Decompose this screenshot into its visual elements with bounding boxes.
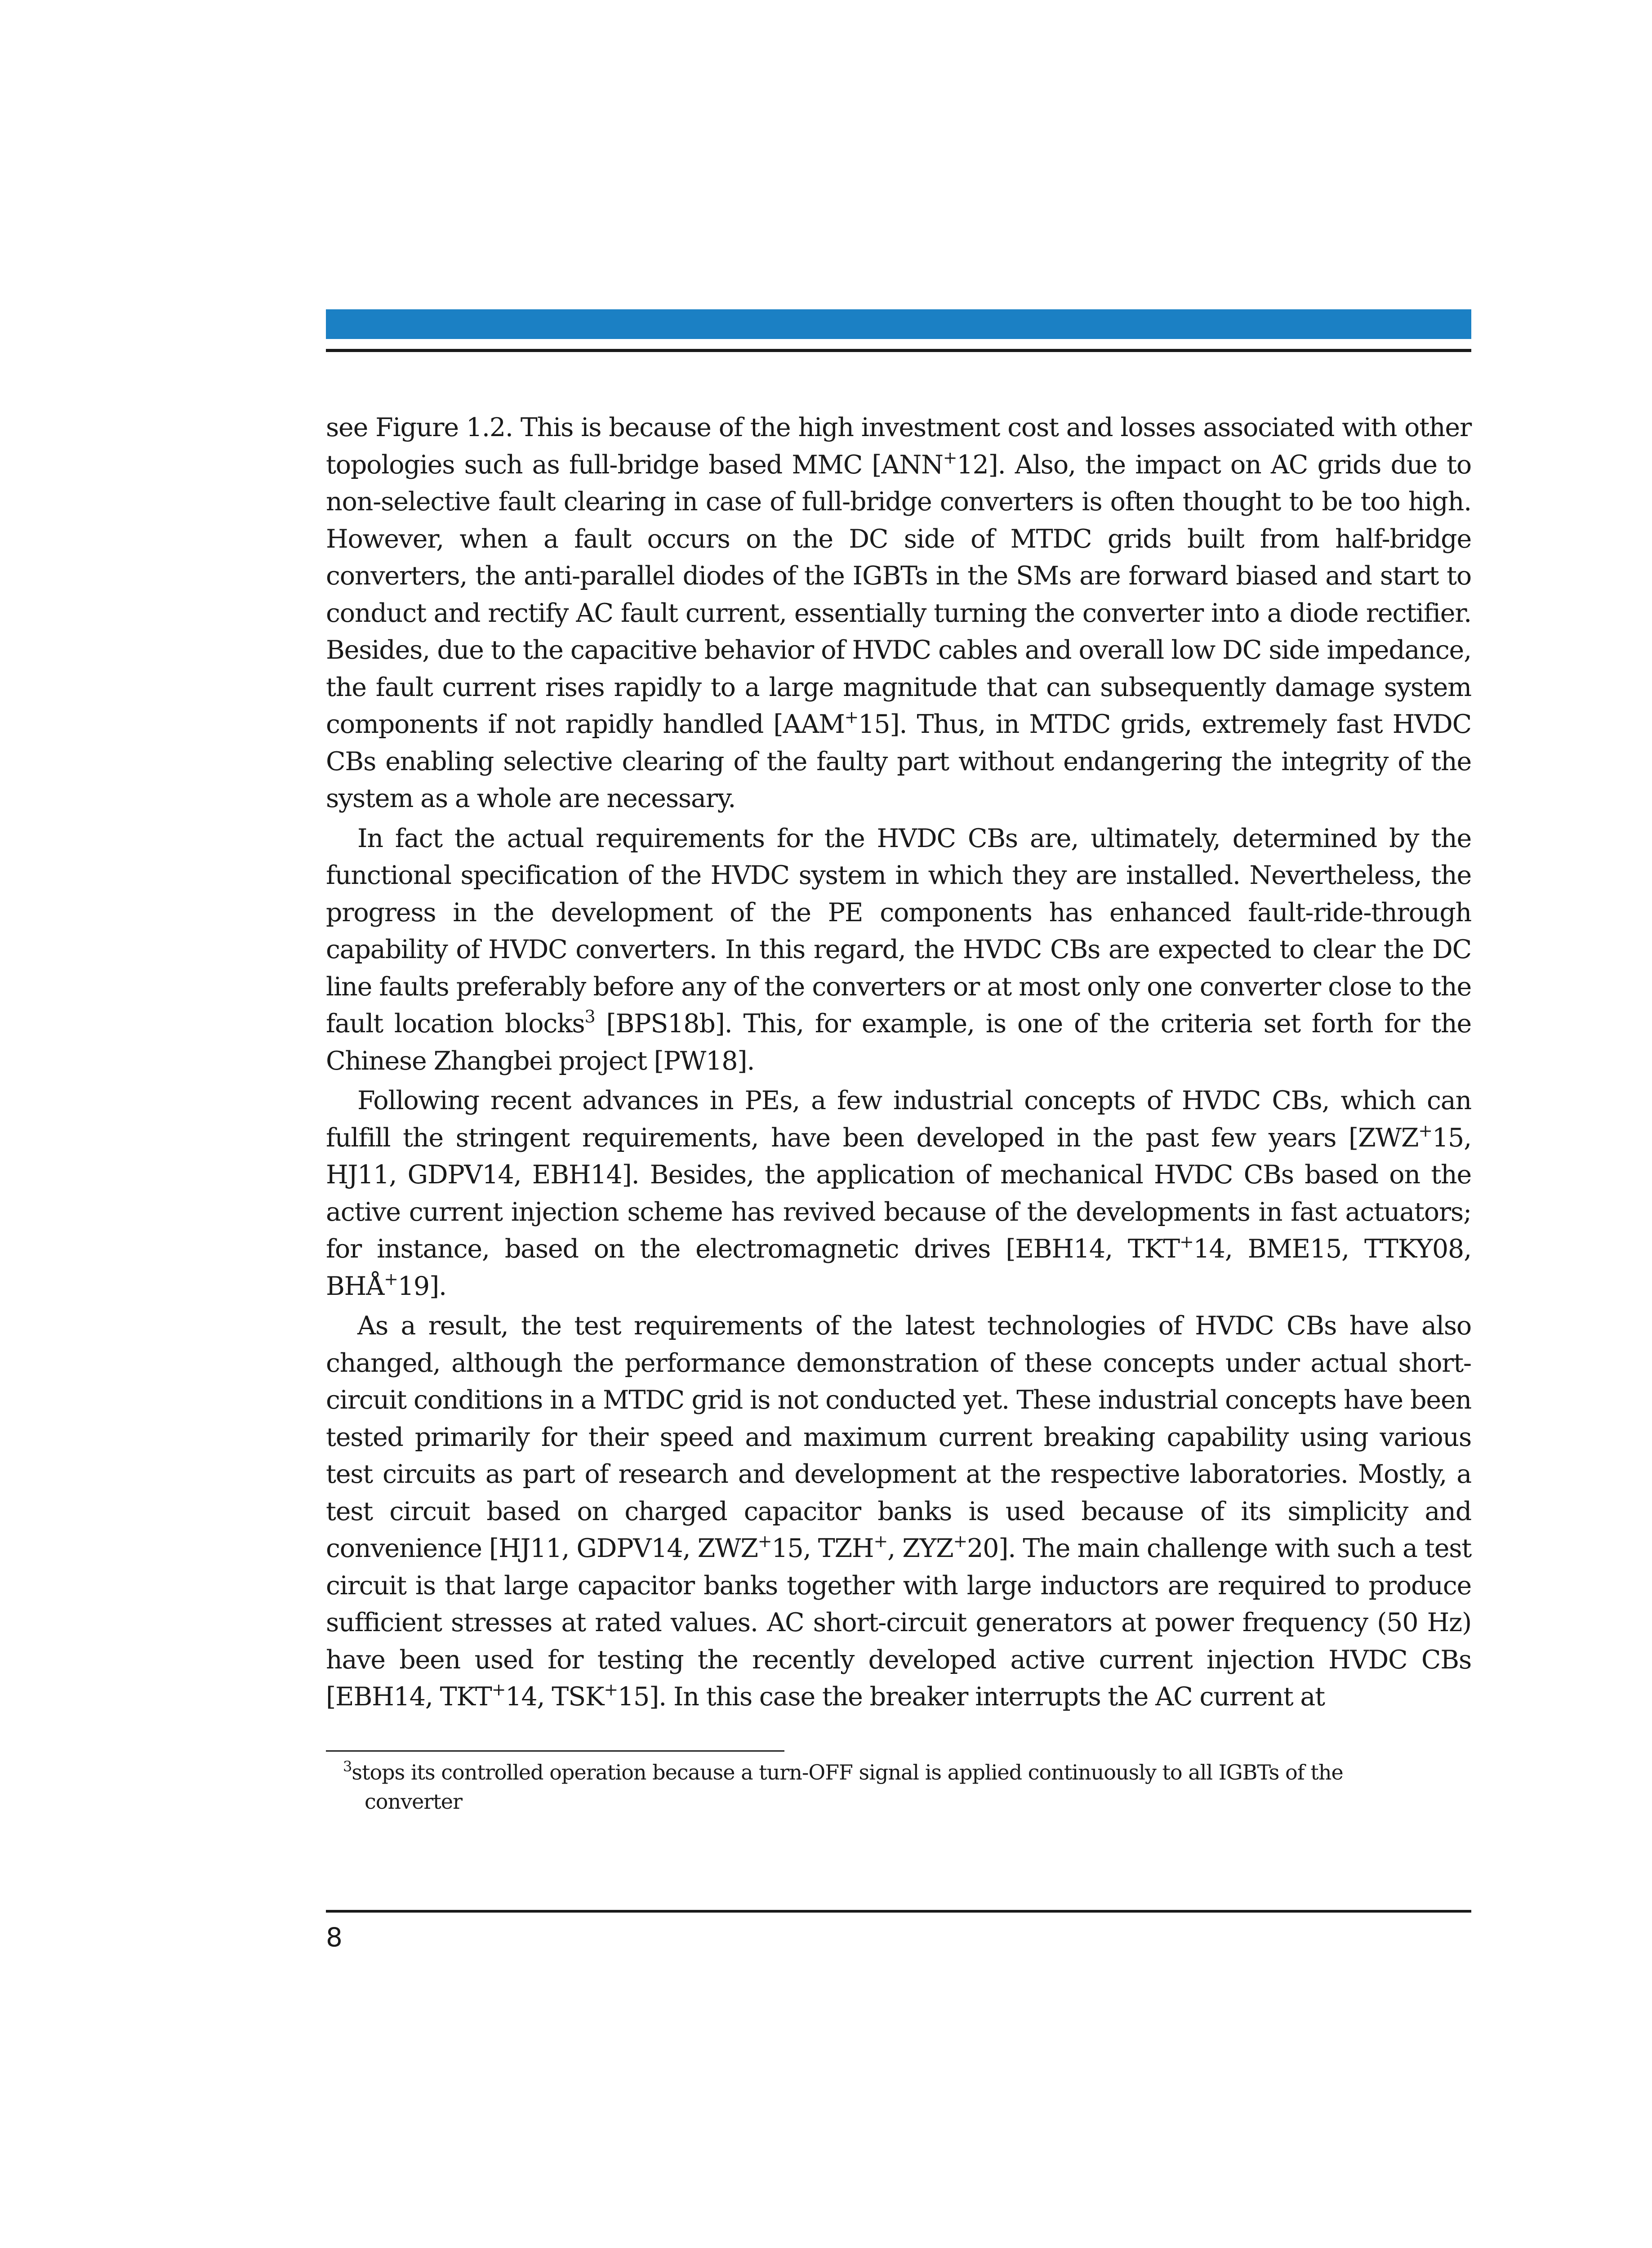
superscript: + — [953, 1531, 967, 1551]
footnote-text: stops its controlled operation because a turn-OFF signal is applied continuously to all IGBTs of the — [352, 1760, 1343, 1784]
footer-rule — [326, 1910, 1471, 1913]
text-run: As a result, the test requirements of the latest technologies of HVDC CBs have also changed, although the performance demonstration of these concepts under actual short-circuit conditions in a MTDC grid is not conducted yet. These industrial concepts have been tested primarily for their speed and maximum current breaking capability using various test circuits as part of research and development at the respective laboratories. Mostly, a test circuit based on charged capacitor banks is used because of its simplicity and convenience [HJ11, GDPV14, ZWZ — [326, 1311, 1471, 1563]
superscript: + — [757, 1531, 772, 1551]
text-run: see Figure 1.2. This is because of the high investment cost and losses associated with other topologies such as full-bridge based MMC [ANN — [326, 413, 1471, 480]
superscript: + — [1179, 1232, 1193, 1252]
text-run: 14, TSK — [505, 1682, 604, 1712]
text-run: 14, BME15, TTKY08, BHÅ — [326, 1234, 1471, 1301]
superscript: + — [873, 1531, 888, 1551]
superscript: + — [943, 447, 957, 468]
footnote-rule — [326, 1750, 784, 1752]
header-color-bar — [326, 309, 1471, 339]
text-run: In fact the actual requirements for the HVDC CBs are, ultimately, determined by the functional specification of the HVDC system in which they are installed. Nevertheless, the progress in the development of the PE components has enhanced fault-ride-through capability of HVDC converters. In this regard, the HVDC CBs are expected to clear the DC line faults preferably before any of the converters or at most only one converter close to the fault location blocks — [326, 823, 1471, 1039]
text-run: 19]. — [397, 1271, 446, 1301]
superscript: + — [844, 707, 859, 727]
paragraph-4 — [326, 1307, 1471, 1716]
page-number: 8 — [326, 1922, 343, 1953]
text-run: 15]. Thus, in MTDC grids, extremely fast HVDC CBs enabling selective clearing of the faulty part without endangering the integrity of the system as a whole are necessary. — [326, 709, 1472, 813]
footnote-line-1 — [326, 1758, 1471, 1787]
header-rule — [326, 349, 1471, 352]
text-run: 12]. Also, the impact on AC grids due to non-selective fault clearing in case of full-bridge converters is often thought to be too high. However, when a fault occurs on the DC side of MTDC grids built from half-bridge converters, the anti-parallel diodes of the IGBTs in the SMs are forward biased and start to conduct and rectify AC fault current, essentially turning the converter into a diode rectifier. Besides, due to the capacitive behavior of HVDC cables and overall low DC side impedance, the fault current rises rapidly to a large magnitude that can subsequently damage system components if not rapidly handled [AAM — [326, 450, 1471, 739]
superscript: + — [491, 1680, 506, 1699]
footnote — [326, 1758, 1471, 1816]
paragraph-2 — [326, 820, 1471, 1080]
text-run: Following recent advances in PEs, a few industrial concepts of HVDC CBs, which can fulfill the stringent requirements, have been developed in the past few years [ZWZ — [326, 1086, 1471, 1153]
paragraph-1 — [326, 409, 1471, 817]
footnote-mark: 3 — [343, 1758, 352, 1775]
body-text — [326, 409, 1471, 1716]
superscript: + — [604, 1680, 618, 1699]
text-run: , ZYZ — [887, 1534, 953, 1563]
superscript: + — [1418, 1120, 1432, 1141]
text-run: [BPS18b]. This, for example, is one of the criteria set forth for the Chinese Zhangbei project [PW18]. — [326, 1009, 1471, 1076]
text-run: 20]. The main challenge with such a test circuit is that large capacitor banks together with large inductors are required to produce sufficient stresses at rated values. AC short-circuit generators at power frequency (50 Hz) have been used for testing the recently developed active current injection HVDC CBs [EBH14, TKT — [326, 1534, 1472, 1712]
footnote-ref: 3 — [584, 1007, 595, 1026]
text-run: 15, TZH — [771, 1534, 874, 1563]
footnote-line-2: converter — [365, 1789, 462, 1814]
text-run: 15]. In this case the breaker interrupts the AC current at — [617, 1682, 1325, 1712]
superscript: + — [384, 1269, 398, 1289]
paragraph-3 — [326, 1082, 1471, 1305]
text-run: 15, HJ11, GDPV14, EBH14]. Besides, the application of mechanical HVDC CBs based on the active current injection scheme has revived because of the developments in fast actuators; for instance, based on the electromagnetic drives [EBH14, TKT — [326, 1123, 1471, 1264]
